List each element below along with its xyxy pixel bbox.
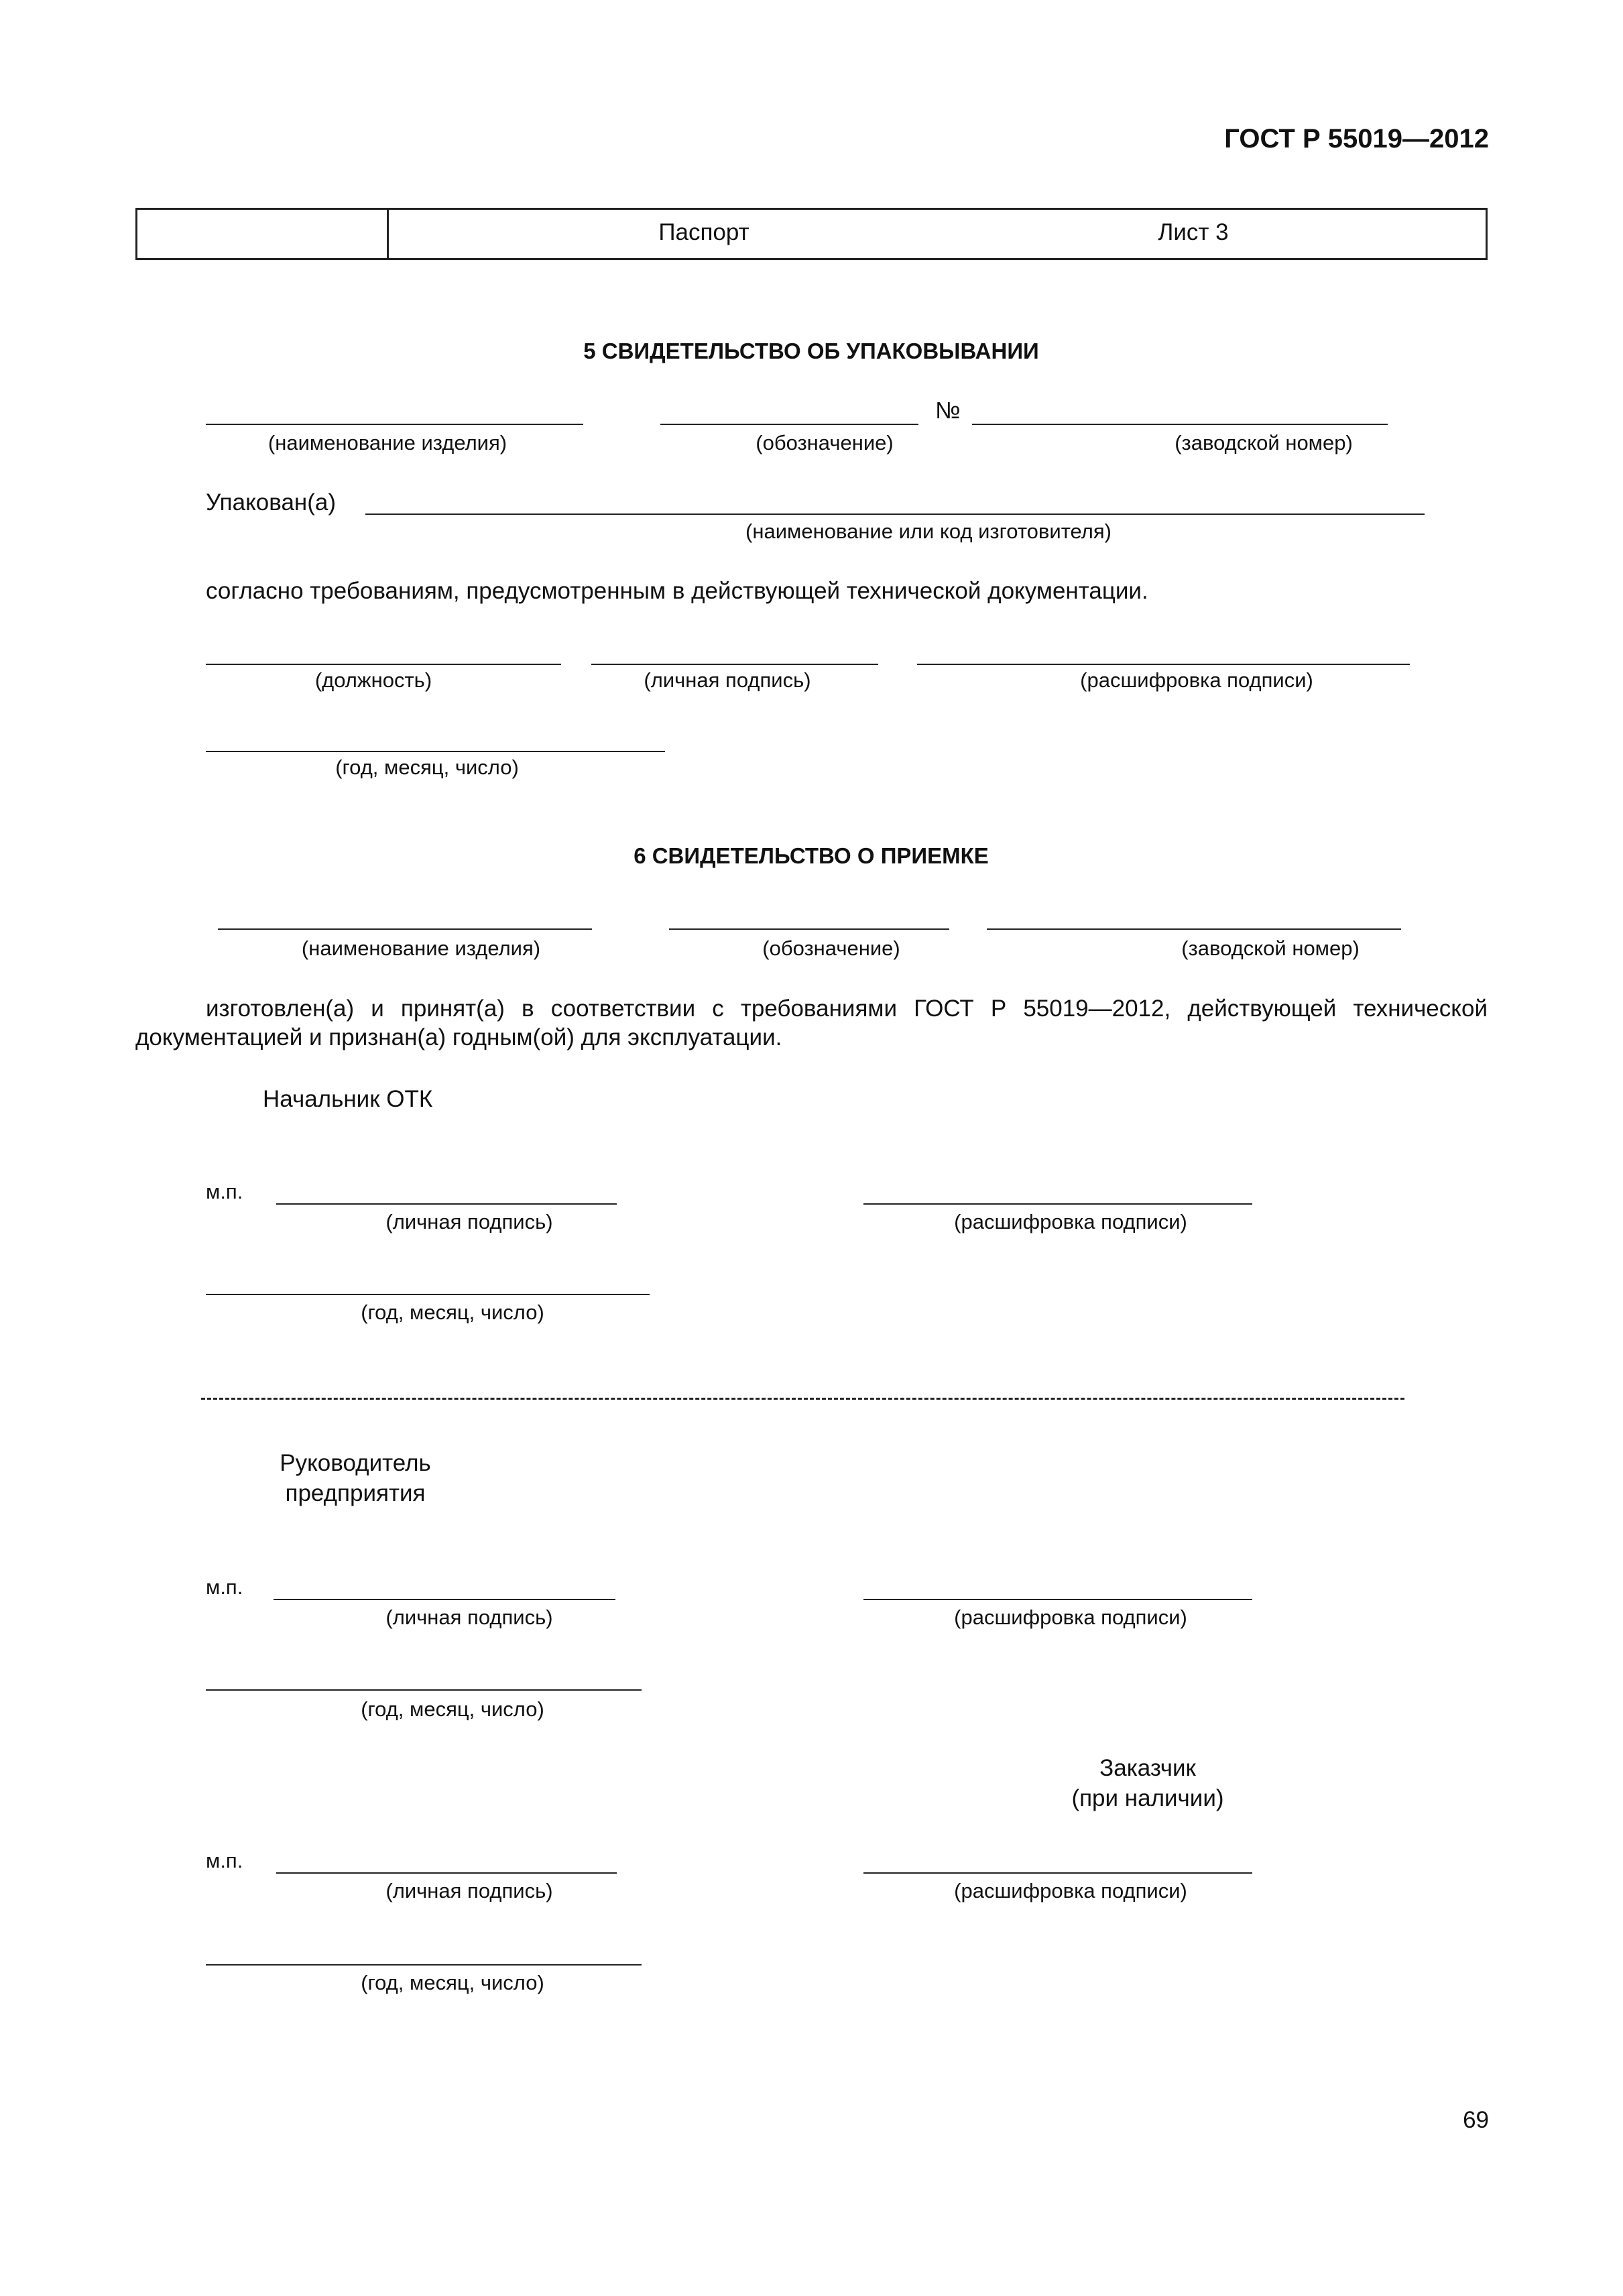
caption-manufacturer: (наименование или код изготовителя) <box>745 520 1111 543</box>
serial-number-field[interactable] <box>987 928 1401 930</box>
caption-product-name: (наименование изделия) <box>301 936 541 960</box>
caption-date: (год, месяц, число) <box>361 1301 544 1324</box>
caption-position: (должность) <box>314 668 432 692</box>
standard-number: ГОСТ Р 55019—2012 <box>1224 124 1489 154</box>
caption-signature: (личная подпись) <box>385 1879 553 1902</box>
page-number: 69 <box>1463 2107 1489 2133</box>
position-field[interactable] <box>206 664 561 665</box>
director-label-line2: предприятия <box>285 1480 426 1506</box>
date-field[interactable] <box>206 751 665 752</box>
director-decipher-field[interactable] <box>863 1599 1252 1600</box>
otk-decipher-field[interactable] <box>863 1203 1252 1205</box>
signature-field[interactable] <box>591 664 878 665</box>
acceptance-text-line2: документацией и признан(а) годным(ой) для эксплуатации. <box>135 1024 782 1050</box>
caption-decipher: (расшифровка подписи) <box>954 1606 1187 1629</box>
caption-date: (год, месяц, число) <box>361 1971 544 1994</box>
customer-label-line1: Заказчик <box>1099 1755 1196 1781</box>
section5-heading: 5 СВИДЕТЕЛЬСТВО ОБ УПАКОВЫВАНИИ <box>583 339 1039 363</box>
caption-designation: (обозначение) <box>756 431 894 455</box>
product-name-field[interactable] <box>206 424 583 425</box>
caption-signature: (личная подпись) <box>644 668 811 692</box>
stamp-label: м.п. <box>206 1575 243 1599</box>
customer-label-line2: (при наличии) <box>1071 1785 1224 1811</box>
designation-field[interactable] <box>669 928 949 930</box>
caption-decipher: (расшифровка подписи) <box>954 1210 1187 1233</box>
designation-field[interactable] <box>660 424 918 425</box>
caption-serial-number: (заводской номер) <box>1175 431 1353 455</box>
caption-decipher: (расшифровка подписи) <box>954 1879 1187 1902</box>
document-name: Паспорт <box>658 219 749 245</box>
customer-date-field[interactable] <box>206 1964 642 1966</box>
otk-date-field[interactable] <box>206 1294 650 1295</box>
otk-signature-field[interactable] <box>276 1203 617 1205</box>
acceptance-text-line1: изготовлен(а) и принят(а) в соответствии с требованиями ГОСТ Р 55019—2012, действующей технической <box>206 995 1488 1022</box>
manufacturer-field[interactable] <box>365 513 1425 515</box>
caption-designation: (обозначение) <box>762 936 900 960</box>
caption-decipher: (расшифровка подписи) <box>1080 668 1313 692</box>
caption-date: (год, месяц, число) <box>361 1697 544 1721</box>
product-name-field[interactable] <box>218 928 592 930</box>
stamp-label: м.п. <box>206 1849 243 1872</box>
section6-heading: 6 СВИДЕТЕЛЬСТВО О ПРИЕМКЕ <box>634 843 989 868</box>
director-signature-field[interactable] <box>274 1599 615 1600</box>
otk-head-label: Начальник ОТК <box>263 1086 433 1112</box>
caption-serial-number: (заводской номер) <box>1181 936 1360 960</box>
title-block <box>135 208 1488 260</box>
caption-date: (год, месяц, число) <box>335 756 519 779</box>
title-block-divider <box>387 210 389 258</box>
customer-signature-field[interactable] <box>276 1872 617 1874</box>
director-date-field[interactable] <box>206 1689 642 1691</box>
cut-line <box>201 1398 1404 1400</box>
stamp-label: м.п. <box>206 1180 243 1203</box>
decipher-field[interactable] <box>917 664 1410 665</box>
conformity-text: согласно требованиям, предусмотренным в действующей технической документации. <box>206 578 1148 604</box>
number-sign: № <box>935 398 961 424</box>
sheet-number: Лист 3 <box>1158 219 1229 245</box>
caption-signature: (личная подпись) <box>385 1606 553 1629</box>
serial-number-field[interactable] <box>972 424 1388 425</box>
caption-product-name: (наименование изделия) <box>267 431 507 455</box>
packed-label: Упакован(а) <box>206 489 337 516</box>
caption-signature: (личная подпись) <box>385 1210 553 1233</box>
director-label-line1: Руководитель <box>280 1450 431 1476</box>
customer-decipher-field[interactable] <box>863 1872 1252 1874</box>
